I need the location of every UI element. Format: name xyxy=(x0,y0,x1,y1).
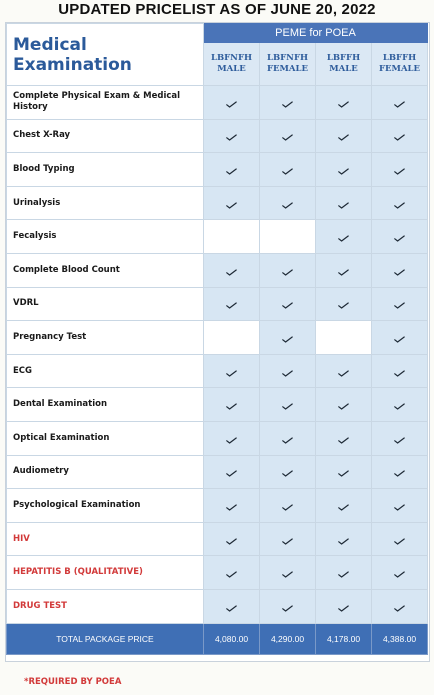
included-cell xyxy=(204,589,260,623)
included-cell xyxy=(204,119,260,153)
included-cell xyxy=(316,455,372,489)
table-row xyxy=(7,522,428,556)
included-cell xyxy=(372,220,428,254)
exam-label: Audiometry xyxy=(7,455,204,489)
check-icon xyxy=(282,530,293,549)
check-icon xyxy=(282,429,293,448)
included-cell xyxy=(260,287,316,321)
included-cell xyxy=(204,522,260,556)
column-header: LBFFH MALE xyxy=(316,43,372,86)
included-cell xyxy=(316,253,372,287)
table-row xyxy=(7,153,428,187)
check-icon xyxy=(394,496,405,515)
included-cell xyxy=(372,153,428,187)
total-price: 4,080.00 xyxy=(204,623,260,654)
table-row xyxy=(7,589,428,623)
check-icon xyxy=(338,160,349,179)
included-cell xyxy=(260,421,316,455)
table-row xyxy=(7,321,428,355)
check-icon xyxy=(226,530,237,549)
exam-label: Urinalysis xyxy=(7,186,204,220)
check-icon xyxy=(282,93,293,112)
included-cell xyxy=(316,186,372,220)
included-cell xyxy=(204,489,260,523)
check-icon xyxy=(338,597,349,616)
exam-label: HEPATITIS B (QUALITATIVE) xyxy=(7,556,204,590)
total-row xyxy=(7,623,428,654)
check-icon xyxy=(282,597,293,616)
check-icon xyxy=(282,563,293,582)
check-icon xyxy=(338,261,349,280)
check-icon xyxy=(282,395,293,414)
check-icon xyxy=(394,261,405,280)
total-price: 4,290.00 xyxy=(260,623,316,654)
included-cell xyxy=(316,489,372,523)
included-cell xyxy=(316,86,372,120)
included-cell xyxy=(260,86,316,120)
included-cell xyxy=(316,287,372,321)
table-row xyxy=(7,287,428,321)
check-icon xyxy=(394,294,405,313)
table-row xyxy=(7,186,428,220)
included-cell xyxy=(316,153,372,187)
table-row xyxy=(7,86,428,120)
included-cell xyxy=(204,186,260,220)
check-icon xyxy=(226,126,237,145)
check-icon xyxy=(226,395,237,414)
included-cell xyxy=(260,388,316,422)
check-icon xyxy=(338,126,349,145)
included-cell xyxy=(316,119,372,153)
pricelist-table xyxy=(6,23,428,655)
total-price: 4,178.00 xyxy=(316,623,372,654)
check-icon xyxy=(226,160,237,179)
included-cell xyxy=(372,421,428,455)
included-cell xyxy=(372,388,428,422)
check-icon xyxy=(226,261,237,280)
included-cell xyxy=(372,489,428,523)
check-icon xyxy=(226,93,237,112)
included-cell xyxy=(372,321,428,355)
included-cell xyxy=(316,220,372,254)
included-cell xyxy=(204,253,260,287)
column-header: LBFNFH FEMALE xyxy=(260,43,316,86)
exam-label: Pregnancy Test xyxy=(7,321,204,355)
included-cell xyxy=(316,522,372,556)
check-icon xyxy=(338,227,349,246)
included-cell xyxy=(260,589,316,623)
check-icon xyxy=(394,597,405,616)
check-icon xyxy=(226,462,237,481)
check-icon xyxy=(282,261,293,280)
check-icon xyxy=(282,194,293,213)
included-cell xyxy=(204,388,260,422)
table-title: Medical Examination xyxy=(7,24,204,86)
check-icon xyxy=(282,126,293,145)
check-icon xyxy=(338,496,349,515)
check-icon xyxy=(338,362,349,381)
included-cell xyxy=(204,153,260,187)
table-body xyxy=(7,86,428,624)
check-icon xyxy=(282,496,293,515)
included-cell xyxy=(372,186,428,220)
check-icon xyxy=(226,194,237,213)
included-cell xyxy=(260,455,316,489)
page-title: UPDATED PRICELIST AS OF JUNE 20, 2022 xyxy=(58,1,376,18)
table-row xyxy=(7,119,428,153)
check-icon xyxy=(226,294,237,313)
included-cell xyxy=(260,186,316,220)
included-cell xyxy=(316,388,372,422)
included-cell xyxy=(260,321,316,355)
check-icon xyxy=(226,496,237,515)
check-icon xyxy=(394,126,405,145)
check-icon xyxy=(338,530,349,549)
empty-cell xyxy=(316,321,372,355)
included-cell xyxy=(372,119,428,153)
exam-label: HIV xyxy=(7,522,204,556)
check-icon xyxy=(226,597,237,616)
included-cell xyxy=(260,522,316,556)
check-icon xyxy=(394,395,405,414)
column-header: LBFNFH MALE xyxy=(204,43,260,86)
check-icon xyxy=(338,93,349,112)
check-icon xyxy=(394,462,405,481)
included-cell xyxy=(372,253,428,287)
included-cell xyxy=(316,354,372,388)
table-row xyxy=(7,455,428,489)
exam-label: Blood Typing xyxy=(7,153,204,187)
exam-label: Psychological Examination xyxy=(7,489,204,523)
check-icon xyxy=(394,563,405,582)
included-cell xyxy=(260,354,316,388)
included-cell xyxy=(316,589,372,623)
check-icon xyxy=(394,160,405,179)
column-header: LBFFH FEMALE xyxy=(372,43,428,86)
check-icon xyxy=(282,328,293,347)
included-cell xyxy=(204,455,260,489)
table-row xyxy=(7,220,428,254)
table-row xyxy=(7,421,428,455)
empty-cell xyxy=(204,321,260,355)
check-icon xyxy=(338,429,349,448)
check-icon xyxy=(226,362,237,381)
total-label: TOTAL PACKAGE PRICE xyxy=(7,623,204,654)
empty-cell xyxy=(260,220,316,254)
exam-label: Complete Physical Exam & Medical History xyxy=(7,86,204,120)
table-row xyxy=(7,388,428,422)
check-icon xyxy=(394,328,405,347)
included-cell xyxy=(372,589,428,623)
exam-label: DRUG TEST xyxy=(7,589,204,623)
check-icon xyxy=(394,194,405,213)
check-icon xyxy=(394,227,405,246)
check-icon xyxy=(282,362,293,381)
check-icon xyxy=(282,462,293,481)
included-cell xyxy=(372,522,428,556)
included-cell xyxy=(316,421,372,455)
footnote: *REQUIRED BY POEA xyxy=(24,677,122,687)
table-row xyxy=(7,354,428,388)
included-cell xyxy=(204,86,260,120)
exam-label: Chest X-Ray xyxy=(7,119,204,153)
total-price: 4,388.00 xyxy=(372,623,428,654)
exam-label: Complete Blood Count xyxy=(7,253,204,287)
empty-cell xyxy=(204,220,260,254)
included-cell xyxy=(372,455,428,489)
exam-label: ECG xyxy=(7,354,204,388)
included-cell xyxy=(204,354,260,388)
table-row xyxy=(7,253,428,287)
check-icon xyxy=(338,294,349,313)
exam-label: VDRL xyxy=(7,287,204,321)
included-cell xyxy=(372,287,428,321)
check-icon xyxy=(394,93,405,112)
included-cell xyxy=(372,556,428,590)
check-icon xyxy=(338,563,349,582)
check-icon xyxy=(338,194,349,213)
included-cell xyxy=(260,489,316,523)
check-icon xyxy=(282,294,293,313)
exam-label: Optical Examination xyxy=(7,421,204,455)
check-icon xyxy=(394,429,405,448)
table-row xyxy=(7,489,428,523)
exam-label: Fecalysis xyxy=(7,220,204,254)
included-cell xyxy=(372,354,428,388)
included-cell xyxy=(260,119,316,153)
check-icon xyxy=(226,429,237,448)
included-cell xyxy=(204,287,260,321)
included-cell xyxy=(260,556,316,590)
included-cell xyxy=(316,556,372,590)
check-icon xyxy=(338,462,349,481)
exam-label: Dental Examination xyxy=(7,388,204,422)
included-cell xyxy=(260,153,316,187)
check-icon xyxy=(338,395,349,414)
check-icon xyxy=(394,530,405,549)
included-cell xyxy=(260,253,316,287)
group-header: PEME for POEA xyxy=(204,24,428,43)
check-icon xyxy=(226,563,237,582)
check-icon xyxy=(282,160,293,179)
included-cell xyxy=(204,556,260,590)
table-row xyxy=(7,556,428,590)
included-cell xyxy=(204,421,260,455)
check-icon xyxy=(394,362,405,381)
included-cell xyxy=(372,86,428,120)
